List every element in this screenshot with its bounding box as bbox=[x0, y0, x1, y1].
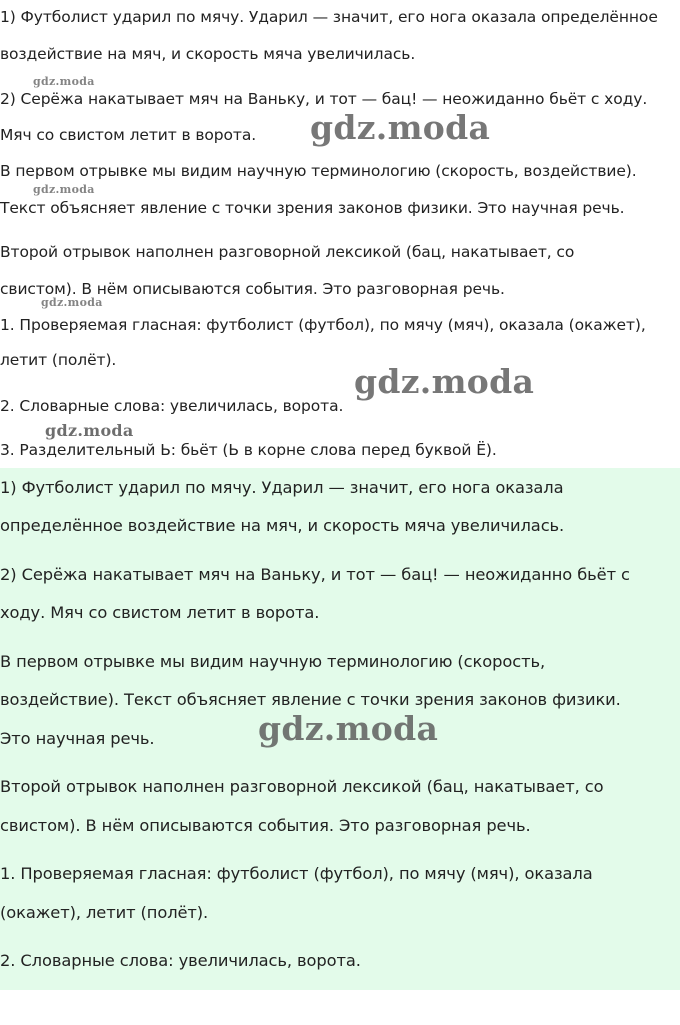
text-line: 1. Проверяемая гласная: футболист (футбол), по мячу (мяч), оказала (окажет), bbox=[0, 316, 646, 334]
text-line: 2. Словарные слова: увеличилась, ворота. bbox=[0, 951, 361, 970]
text-line: Мяч со свистом летит в ворота. bbox=[0, 126, 257, 144]
watermark: gdz.moda bbox=[354, 362, 535, 401]
text-line: 1. Проверяемая гласная: футболист (футбол), по мячу (мяч), оказала bbox=[0, 864, 593, 883]
text-line: В первом отрывке мы видим научную терминологию (скорость, воздействие). bbox=[0, 162, 637, 180]
text-line: (окажет), летит (полёт). bbox=[0, 903, 209, 922]
text-line: воздействие на мяч, и скорость мяча увеличилась. bbox=[0, 45, 416, 63]
text-line: воздействие). Текст объясняет явление с точки зрения законов физики. bbox=[0, 690, 621, 709]
text-line: 3. Разделительный Ь: бьёт (Ь в корне слова перед буквой Ё). bbox=[0, 441, 497, 459]
text-line: 1) Футболист ударил по мячу. Ударил — значит, его нога оказала bbox=[0, 478, 564, 497]
text-line: Это научная речь. bbox=[0, 729, 155, 748]
text-line: Второй отрывок наполнен разговорной лексикой (бац, накатывает, со bbox=[0, 777, 604, 796]
watermark: gdz.moda bbox=[45, 421, 134, 440]
text-line: свистом). В нём описываются события. Это разговорная речь. bbox=[0, 280, 505, 298]
text-line: определённое воздействие на мяч, и скорость мяча увеличилась. bbox=[0, 516, 565, 535]
text-line: свистом). В нём описываются события. Это разговорная речь. bbox=[0, 816, 531, 835]
watermark: gdz.moda bbox=[258, 709, 439, 748]
watermark: gdz.moda bbox=[41, 296, 103, 309]
watermark: gdz.moda bbox=[33, 183, 95, 196]
text-line: 2) Серёжа накатывает мяч на Ваньку, и тот — бац! — неожиданно бьёт с bbox=[0, 565, 630, 584]
text-line: 2) Серёжа накатывает мяч на Ваньку, и тот — бац! — неожиданно бьёт с ходу. bbox=[0, 90, 648, 108]
text-line: 2. Словарные слова: увеличилась, ворота. bbox=[0, 397, 344, 415]
text-line: ходу. Мяч со свистом летит в ворота. bbox=[0, 603, 320, 622]
text-line: В первом отрывке мы видим научную терминологию (скорость, bbox=[0, 652, 546, 671]
text-line: Второй отрывок наполнен разговорной лексикой (бац, накатывает, со bbox=[0, 243, 575, 261]
text-line: летит (полёт). bbox=[0, 351, 117, 369]
text-line: Текст объясняет явление с точки зрения законов физики. Это научная речь. bbox=[0, 199, 625, 217]
watermark: gdz.moda bbox=[33, 75, 95, 88]
watermark: gdz.moda bbox=[310, 108, 491, 147]
text-line: 1) Футболист ударил по мячу. Ударил — значит, его нога оказала определённое bbox=[0, 8, 658, 26]
